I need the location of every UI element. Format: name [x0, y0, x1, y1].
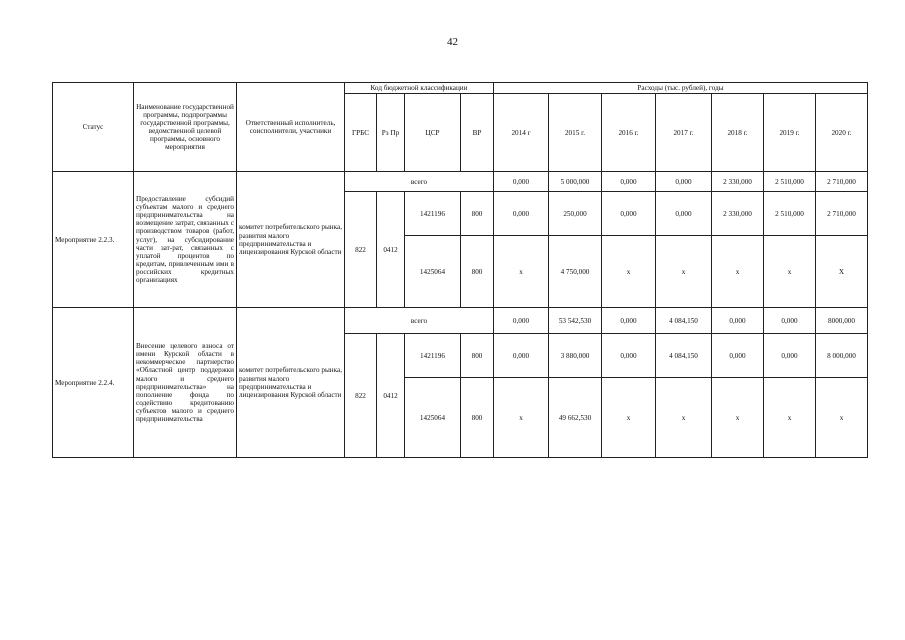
line-value: 0,000 [712, 334, 764, 378]
row-total-label: всего [345, 308, 494, 334]
header-expenses: Расходы (тыс. рублей), годы [494, 83, 868, 94]
header-year-2019: 2019 г. [764, 94, 816, 172]
line-value: x [712, 378, 764, 458]
line-value: 0,000 [602, 334, 656, 378]
row-responsible: комитет потребительского рынка, развития малого предпринимательства и лицензирования Курской области [237, 308, 345, 458]
row-vr: 800 [461, 236, 494, 308]
total-value: 0,000 [494, 172, 549, 192]
row-vr: 800 [461, 378, 494, 458]
total-value: 53 542,530 [549, 308, 602, 334]
line-value: x [764, 378, 816, 458]
line-value: x [656, 378, 712, 458]
row-grbs: 822 [345, 192, 377, 308]
line-value: 49 662,530 [549, 378, 602, 458]
header-grbs: ГРБС [345, 94, 377, 172]
header-year-2020: 2020 г. [816, 94, 868, 172]
line-value: x [712, 236, 764, 308]
total-value: 8000,000 [816, 308, 868, 334]
line-value: 3 880,000 [549, 334, 602, 378]
line-value: 0,000 [764, 334, 816, 378]
row-name: Внесение целевого взноса от имени Курской области в некоммерческое партнерство «Областной центр поддержки малого и среднего предпринимательства» на пополнение фонда по содействию кредитованию субъектов малого и среднего предпринимательства [134, 308, 237, 458]
total-value: 0,000 [494, 308, 549, 334]
header-csr: ЦСР [405, 94, 461, 172]
row-responsible: комитет потребительского рынка, развития малого предпринимательства и лицензирования Курской области [237, 172, 345, 308]
header-year-2018: 2018 г. [712, 94, 764, 172]
budget-table [52, 82, 868, 458]
line-value: 250,000 [549, 192, 602, 236]
line-value: 0,000 [494, 334, 549, 378]
row-rzpr: 0412 [377, 192, 405, 308]
row-csr: 1425064 [405, 378, 461, 458]
line-value: x [602, 378, 656, 458]
row-csr: 1421196 [405, 192, 461, 236]
row-status: Мероприятие 2.2.3. [53, 172, 134, 308]
row-status: Мероприятие 2.2.4. [53, 308, 134, 458]
header-year-2014: 2014 г [494, 94, 549, 172]
total-value: 2 330,000 [712, 172, 764, 192]
row-rzpr: 0412 [377, 334, 405, 458]
row-vr: 800 [461, 192, 494, 236]
row-grbs: 822 [345, 334, 377, 458]
total-value: 2 710,000 [816, 172, 868, 192]
line-value: x [602, 236, 656, 308]
line-value: X [816, 236, 868, 308]
line-value: x [656, 236, 712, 308]
header-vr: ВР [461, 94, 494, 172]
total-value: 0,000 [602, 172, 656, 192]
row-vr: 800 [461, 334, 494, 378]
total-value: 0,000 [602, 308, 656, 334]
line-value: x [494, 236, 549, 308]
line-value: x [764, 236, 816, 308]
total-value: 0,000 [656, 172, 712, 192]
table-row [53, 308, 868, 334]
header-year-2016: 2016 г. [602, 94, 656, 172]
header-responsible: Ответственный исполнитель, соисполнители, участники [237, 83, 345, 172]
line-value: 0,000 [656, 192, 712, 236]
header-kbk: Код бюджетной классификации [345, 83, 494, 94]
row-csr: 1421196 [405, 334, 461, 378]
row-total-label: всего [345, 172, 494, 192]
line-value: x [494, 378, 549, 458]
page-number: 42 [447, 36, 458, 48]
header-program-name: Наименование государственной программы, подпрограммы государственной программы, ведомственной целевой программы, основного мероприятия [134, 83, 237, 172]
row-name: Предоставление субсидий субъектам малого и среднего предпринимательства на возмещение затрат, связанных с производством товаров (работ, услуг), на субсидирование части зат-рат, связанных с уплатой процентов по кредитам, привлеченным ими в российских кредитных организациях [134, 172, 237, 308]
row-csr: 1425064 [405, 236, 461, 308]
line-value: 2 510,000 [764, 192, 816, 236]
total-value: 5 000,000 [549, 172, 602, 192]
header-year-2015: 2015 г. [549, 94, 602, 172]
line-value: x [816, 378, 868, 458]
table-row [53, 172, 868, 192]
total-value: 0,000 [712, 308, 764, 334]
total-value: 0,000 [764, 308, 816, 334]
line-value: 4 750,000 [549, 236, 602, 308]
line-value: 4 084,150 [656, 334, 712, 378]
header-rzpr: Рз Пр [377, 94, 405, 172]
line-value: 8 000,000 [816, 334, 868, 378]
total-value: 2 510,000 [764, 172, 816, 192]
line-value: 0,000 [602, 192, 656, 236]
total-value: 4 084,150 [656, 308, 712, 334]
header-year-2017: 2017 г. [656, 94, 712, 172]
line-value: 0,000 [494, 192, 549, 236]
header-status: Статус [53, 83, 134, 172]
line-value: 2 330,000 [712, 192, 764, 236]
line-value: 2 710,000 [816, 192, 868, 236]
